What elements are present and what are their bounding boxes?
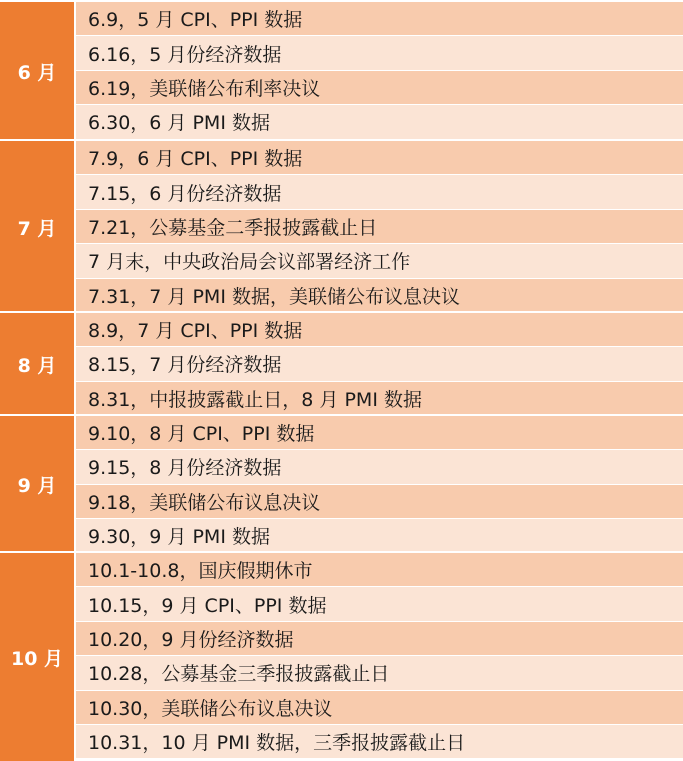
event-row: 6.16，5 月份经济数据	[76, 36, 683, 70]
event-row: 10.31，10 月 PMI 数据，三季报披露截止日	[76, 725, 683, 759]
month-label: 9 月	[0, 416, 76, 553]
event-row: 9.15，8 月份经济数据	[76, 450, 683, 484]
event-row: 10.1-10.8，国庆假期休市	[76, 553, 683, 587]
event-row: 7.15，6 月份经济数据	[76, 175, 683, 209]
month-label: 10 月	[0, 553, 76, 761]
event-list	[76, 2, 683, 140]
event-list	[76, 313, 683, 416]
event-row: 10.28，公募基金三季报披露截止日	[76, 656, 683, 690]
event-row: 10.15，9 月 CPI、PPI 数据	[76, 587, 683, 621]
month-label: 6 月	[0, 2, 76, 140]
event-row: 7.31，7 月 PMI 数据，美联储公布议息决议	[76, 279, 683, 313]
month-label: 8 月	[0, 313, 76, 416]
event-row: 6.9，5 月 CPI、PPI 数据	[76, 2, 683, 36]
event-row: 6.19，美联储公布利率决议	[76, 71, 683, 105]
month-block-october	[0, 551, 683, 761]
event-list	[76, 416, 683, 553]
event-row: 9.30，9 月 PMI 数据	[76, 519, 683, 553]
month-block-june	[0, 0, 683, 140]
event-row: 8.9，7 月 CPI、PPI 数据	[76, 313, 683, 347]
month-block-august	[0, 311, 683, 416]
event-list	[76, 141, 683, 313]
event-row: 10.30，美联储公布议息决议	[76, 691, 683, 725]
month-block-september	[0, 414, 683, 553]
event-row: 7.9，6 月 CPI、PPI 数据	[76, 141, 683, 175]
month-block-july	[0, 139, 683, 313]
event-row: 6.30，6 月 PMI 数据	[76, 105, 683, 139]
event-row: 9.18，美联储公布议息决议	[76, 485, 683, 519]
event-list	[76, 553, 683, 761]
event-row: 10.20，9 月份经济数据	[76, 622, 683, 656]
event-row: 8.15，7 月份经济数据	[76, 347, 683, 381]
event-row: 7.21，公募基金二季报披露截止日	[76, 210, 683, 244]
month-label: 7 月	[0, 141, 76, 313]
event-row: 9.10，8 月 CPI、PPI 数据	[76, 416, 683, 450]
event-row: 8.31，中报披露截止日，8 月 PMI 数据	[76, 382, 683, 416]
event-row: 7 月末，中央政治局会议部署经济工作	[76, 244, 683, 278]
